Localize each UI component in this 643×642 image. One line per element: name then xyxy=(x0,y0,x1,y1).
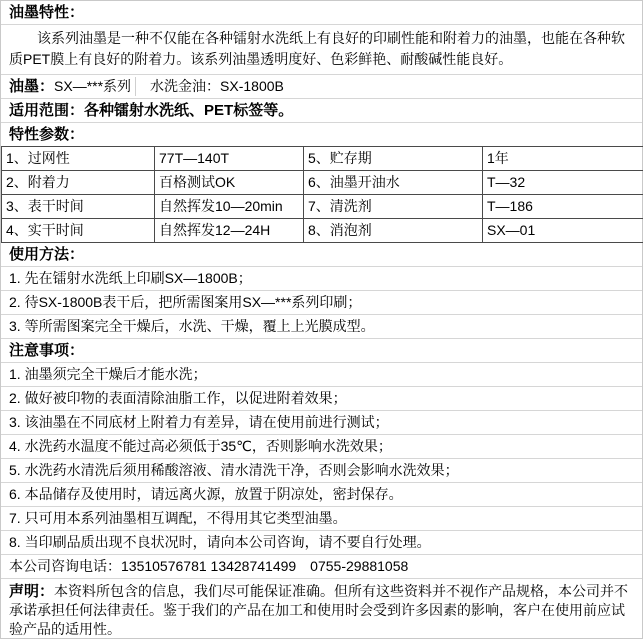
contact-phone-label: 本公司咨询电话： xyxy=(9,558,121,574)
ink-properties-description: 该系列油墨是一种不仅能在各种镭射水洗纸上有良好的印刷性能和附着力的油墨，也能在各种软质PET膜上有良好的附着力。该系列油墨透明度好、色彩鲜艳、耐酸碱性能良好。 xyxy=(1,25,642,75)
param-cell: 8、消泡剂 xyxy=(304,219,483,243)
param-cell: 7、清洗剂 xyxy=(304,195,483,219)
param-cell: T—186 xyxy=(483,195,643,219)
param-cell: 1年 xyxy=(483,147,643,171)
wash-varnish-cell xyxy=(136,77,284,96)
param-cell: 3、表干时间 xyxy=(2,195,155,219)
application-scope-label: 适用范围： xyxy=(9,102,84,119)
disclaimer-label: 声明： xyxy=(9,583,54,600)
application-scope-value: 各种镭射水洗纸、PET标签等。 xyxy=(84,102,293,119)
note-item: 6. 本品储存及使用时，请远离火源，放置于阴凉处，密封保存。 xyxy=(1,483,642,507)
param-cell: 4、实干时间 xyxy=(2,219,155,243)
note-item: 1. 油墨须完全干燥后才能水洗； xyxy=(1,363,642,387)
ink-series-label: 油墨： xyxy=(9,78,54,95)
param-cell: 百格测试OK xyxy=(155,171,304,195)
application-scope-row xyxy=(1,99,642,123)
note-item: 4. 水洗药水温度不能过高必须低于35℃，否则影响水洗效果； xyxy=(1,435,642,459)
param-cell: 77T—140T xyxy=(155,147,304,171)
param-cell: 1、过网性 xyxy=(2,147,155,171)
notes-heading: 注意事项： xyxy=(1,339,642,363)
param-cell: 2、附着力 xyxy=(2,171,155,195)
ink-series-value: SX—***系列 xyxy=(54,78,131,94)
usage-heading: 使用方法： xyxy=(1,243,642,267)
params-table-row xyxy=(2,219,643,243)
note-item: 5. 水洗药水清洗后须用稀酸溶液、清水清洗干净，否则会影响水洗效果； xyxy=(1,459,642,483)
contact-phone-numbers: 13510576781 13428741499 0755-29881058 xyxy=(121,558,408,574)
params-table-row xyxy=(2,195,643,219)
param-cell: 自然挥发12—24H xyxy=(155,219,304,243)
param-cell: 6、油墨开油水 xyxy=(304,171,483,195)
param-cell: 自然挥发10—20min xyxy=(155,195,304,219)
ink-properties-heading: 油墨特性： xyxy=(1,1,642,25)
param-cell: 5、贮存期 xyxy=(304,147,483,171)
param-cell: T—32 xyxy=(483,171,643,195)
params-table-row xyxy=(2,147,643,171)
usage-item: 1. 先在镭射水洗纸上印刷SX—1800B； xyxy=(1,267,642,291)
note-item: 8. 当印刷品质出现不良状况时，请向本公司咨询，请不要自行处理。 xyxy=(1,531,642,555)
ink-series-row xyxy=(1,75,642,99)
usage-item: 3. 等所需图案完全干燥后，水洗、干燥，覆上上光膜成型。 xyxy=(1,315,642,339)
wash-varnish-value: SX-1800B xyxy=(220,78,284,94)
note-item: 2. 做好被印物的表面清除油脂工作，以促进附着效果； xyxy=(1,387,642,411)
note-item: 7. 只可用本系列油墨相互调配，不得用其它类型油墨。 xyxy=(1,507,642,531)
ink-series-cell xyxy=(1,77,136,96)
param-cell: SX—01 xyxy=(483,219,643,243)
params-table xyxy=(1,146,643,243)
params-heading: 特性参数： xyxy=(1,123,642,146)
usage-item: 2. 待SX-1800B表干后，把所需图案用SX—***系列印刷； xyxy=(1,291,642,315)
note-item: 3. 该油墨在不同底材上附着力有差异，请在使用前进行测试； xyxy=(1,411,642,435)
disclaimer xyxy=(1,579,642,642)
params-table-row xyxy=(2,171,643,195)
disclaimer-text: 本资料所包含的信息，我们尽可能保证准确。但所有这些资料并不视作产品规格，本公司并不承诺承担任何法律责任。鉴于我们的产品在加工和使用时会受到许多因素的影响，客户在使用前应试验产品的适用性。 xyxy=(9,583,628,637)
wash-varnish-label: 水洗金油： xyxy=(150,78,220,94)
contact-phone-row xyxy=(1,555,642,579)
